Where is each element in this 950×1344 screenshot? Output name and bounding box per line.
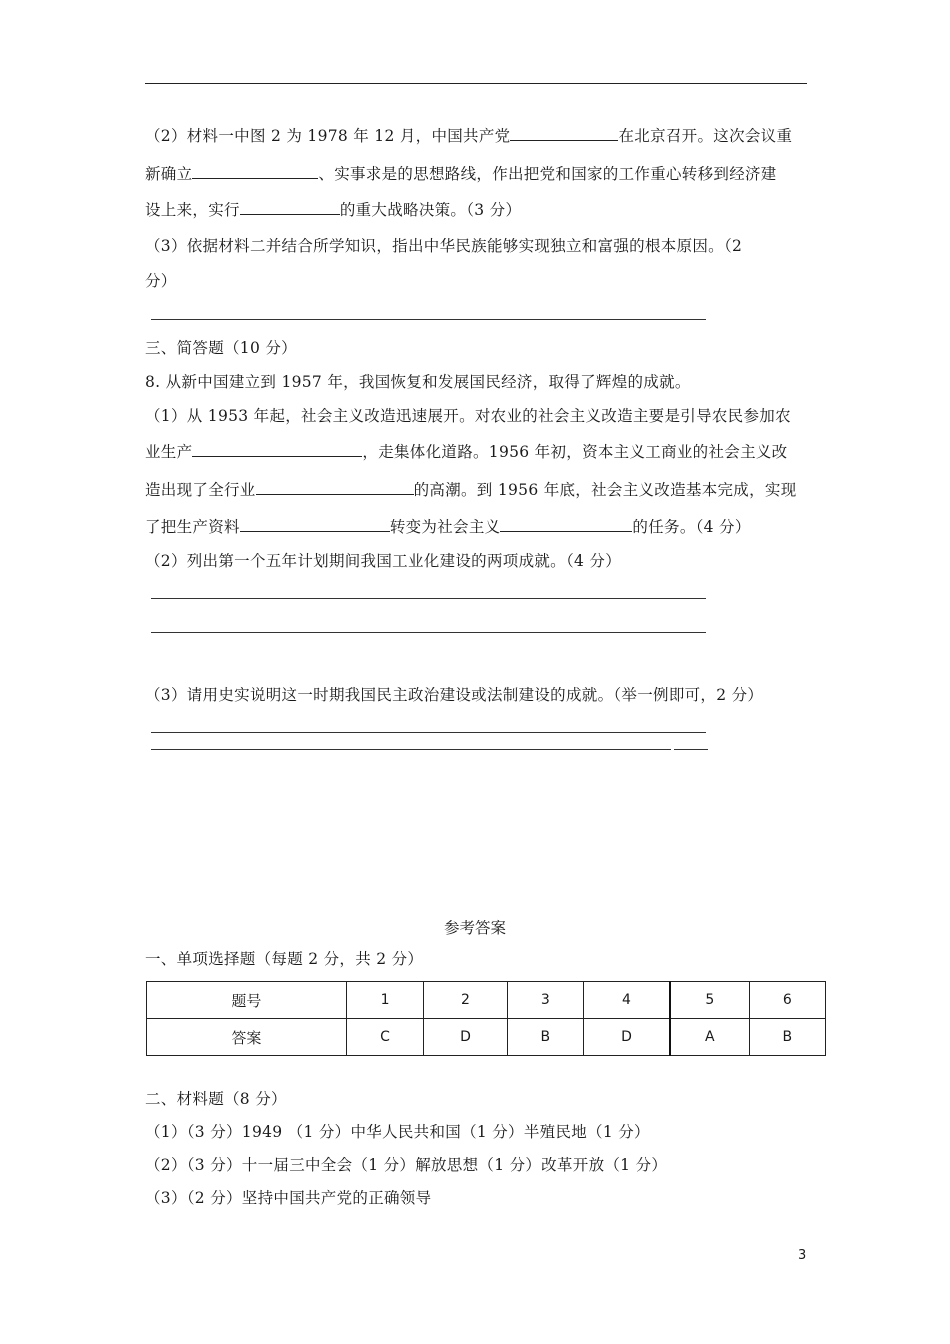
answer-blank[interactable] — [192, 164, 318, 179]
q8-p3: （3）请用史实说明这一时期我国民主政治建设或法制建设的成就。（举一例即可，2 分） — [145, 686, 764, 704]
table-cell: B — [749, 1019, 825, 1056]
answer-line[interactable] — [151, 749, 671, 750]
q7-p2-line3 — [145, 200, 521, 220]
answer-blank[interactable] — [500, 517, 632, 532]
table-cell: D — [424, 1019, 507, 1056]
answer-blank[interactable] — [256, 480, 414, 495]
table-row — [147, 1019, 826, 1056]
q8-p1-line2-text-b: ，走集体化道路。1956 年初，资本主义工商业的社会主义改 — [362, 443, 788, 461]
table-cell: A — [670, 1019, 749, 1056]
q8-p2: （2）列出第一个五年计划期间我国工业化建设的两项成就。（4 分） — [145, 552, 622, 570]
answer-blank[interactable] — [240, 200, 340, 215]
q7-p2-line3-text-a: 设上来，实行 — [145, 201, 240, 219]
q8-p1-line3 — [145, 480, 797, 500]
q7-p2-line2 — [145, 164, 777, 184]
q7-p2-line2-text-a: 新确立 — [145, 165, 193, 183]
q8-p1-line4-text-b: 转变为社会主义 — [389, 518, 501, 536]
table-cell: 6 — [749, 982, 825, 1019]
q7-p2-line3-text-b: 的重大战略决策。（3 分） — [339, 201, 522, 219]
q7-p2-text-b: 在北京召开。这次会议重 — [618, 127, 793, 145]
answer-item-2: （2）（3 分）十一届三中全会（1 分）解放思想（1 分）改革开放（1 分） — [145, 1156, 668, 1174]
answer-line[interactable] — [674, 749, 708, 750]
answer-item-3: （3）（2 分）坚持中国共产党的正确领导 — [145, 1189, 432, 1207]
answer-line[interactable] — [151, 632, 706, 633]
page-number: 3 — [798, 1248, 807, 1263]
q7-p2-line2-text-b: 、实事求是的思想路线，作出把党和国家的工作重心转移到经济建 — [318, 165, 777, 183]
q7-p2-text-a: （2）材料一中图 2 为 1978 年 12 月，中国共产党 — [145, 127, 511, 145]
q8-p1-line4-text-a: 了把生产资料 — [145, 518, 240, 536]
table-cell-label: 答案 — [147, 1019, 347, 1056]
answer-blank[interactable] — [240, 517, 390, 532]
q8-p1-line2-text-a: 业生产 — [145, 443, 193, 461]
table-cell: B — [507, 1019, 583, 1056]
table-cell: D — [584, 1019, 670, 1056]
q8-p1-line1: （1）从 1953 年起，社会主义改造迅速展开。对农业的社会主义改造主要是引导农民参加农 — [145, 407, 791, 425]
q7-p2-line1 — [145, 126, 792, 146]
section3-heading: 三、简答题（10 分） — [145, 339, 297, 357]
q7-p3-line2: 分） — [145, 272, 177, 290]
answers-s1-heading: 一、单项选择题（每题 2 分，共 2 分） — [145, 950, 424, 968]
q8-p1-line3-text-b: 的高潮。到 1956 年底，社会主义改造基本完成，实现 — [413, 481, 797, 499]
q8-p1-line2 — [145, 442, 787, 462]
answer-blank[interactable] — [192, 442, 362, 457]
table-cell: 4 — [584, 982, 670, 1019]
table-cell-label: 题号 — [147, 982, 347, 1019]
header-rule — [145, 83, 807, 84]
answer-line[interactable] — [151, 732, 706, 733]
answer-item-1: （1）（3 分）1949 （1 分）中华人民共和国（1 分）半殖民地（1 分） — [145, 1123, 650, 1141]
answer-blank[interactable] — [510, 126, 618, 141]
answer-table — [146, 981, 826, 1056]
q8-stem: 8. 从新中国建立到 1957 年，我国恢复和发展国民经济，取得了辉煌的成就。 — [145, 373, 691, 391]
q8-p1-line4-text-c: 的任务。（4 分） — [632, 518, 751, 536]
q8-p1-line4 — [145, 517, 751, 537]
table-cell: C — [346, 1019, 423, 1056]
answer-line[interactable] — [151, 598, 706, 599]
q8-p1-line3-text-a: 造出现了全行业 — [145, 481, 256, 499]
q7-p3-line1: （3）依据材料二并结合所学知识，指出中华民族能够实现独立和富强的根本原因。（2 — [145, 237, 743, 255]
table-row — [147, 982, 826, 1019]
table-cell: 1 — [346, 982, 423, 1019]
answers-title: 参考答案 — [443, 919, 506, 937]
answers-s2-heading: 二、材料题（8 分） — [145, 1090, 287, 1108]
table-cell: 2 — [424, 982, 507, 1019]
table-cell: 5 — [670, 982, 749, 1019]
table-cell: 3 — [507, 982, 583, 1019]
answer-line[interactable] — [151, 319, 706, 320]
